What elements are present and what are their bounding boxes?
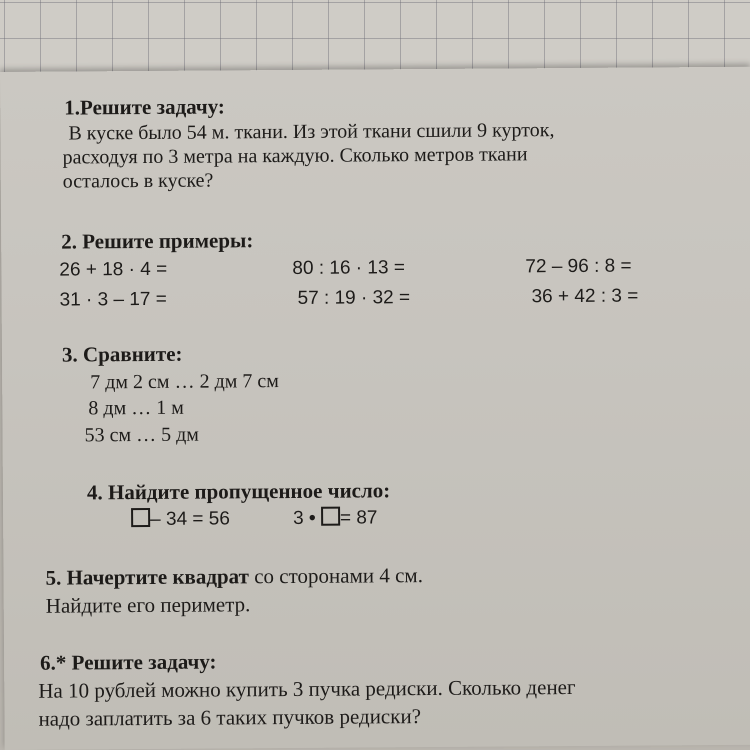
equation-2 bbox=[293, 506, 377, 531]
example-1-1: 26 + 18 · 4 = bbox=[59, 258, 168, 281]
example-2-1: 31 · 3 – 17 = bbox=[59, 288, 167, 311]
equation-2-text: = 87 bbox=[339, 507, 378, 529]
task5-line-2: Найдите его периметр. bbox=[45, 592, 251, 618]
equation-1 bbox=[131, 507, 230, 532]
task6-line-2: надо заплатить за 6 таких пучков редиски? bbox=[38, 704, 422, 731]
example-2-3: 36 + 42 : 3 = bbox=[531, 285, 639, 308]
example-2-2: 57 : 19 · 32 = bbox=[297, 287, 411, 309]
task1-line-2: расходуя по 3 метра на каждую. Сколько метров ткани bbox=[62, 143, 528, 169]
missing-number-box bbox=[131, 508, 150, 527]
example-1-3: 72 – 96 : 8 = bbox=[525, 255, 632, 278]
task2-title: 2. Решите примеры: bbox=[61, 228, 254, 254]
task1-title: 1.Решите задачу: bbox=[64, 94, 225, 120]
worksheet bbox=[0, 67, 750, 750]
multiply-dot: • bbox=[308, 507, 316, 529]
task4-title: 4. Найдите пропущенное число: bbox=[86, 478, 391, 505]
task5-line-1 bbox=[45, 563, 423, 590]
task1-line-1: В куске было 54 м. ткани. Из этой ткани сшили 9 курток, bbox=[68, 119, 555, 145]
equation-2-prefix: 3 bbox=[293, 507, 304, 529]
compare-item-1: 7 дм 2 см … 2 дм 7 см bbox=[90, 370, 279, 394]
task6-line-1: На 10 рублей можно купить 3 пучка редиски. Сколько денег bbox=[38, 674, 576, 703]
task5-title: 5. Начертите квадрат bbox=[45, 564, 250, 590]
missing-number-box bbox=[321, 507, 340, 526]
task1-line-3: осталось в куске? bbox=[62, 169, 214, 193]
task5-title-rest: со сторонами 4 см. bbox=[248, 563, 423, 589]
example-1-2: 80 : 16 · 13 = bbox=[292, 257, 405, 279]
equation-1-text: – 34 = 56 bbox=[150, 508, 230, 530]
task6-title: 6.* Решите задачу: bbox=[40, 649, 217, 675]
compare-item-3: 53 см … 5 дм bbox=[84, 423, 199, 447]
task3-title: 3. Сравните: bbox=[61, 341, 183, 367]
compare-item-2: 8 дм … 1 м bbox=[88, 396, 184, 420]
